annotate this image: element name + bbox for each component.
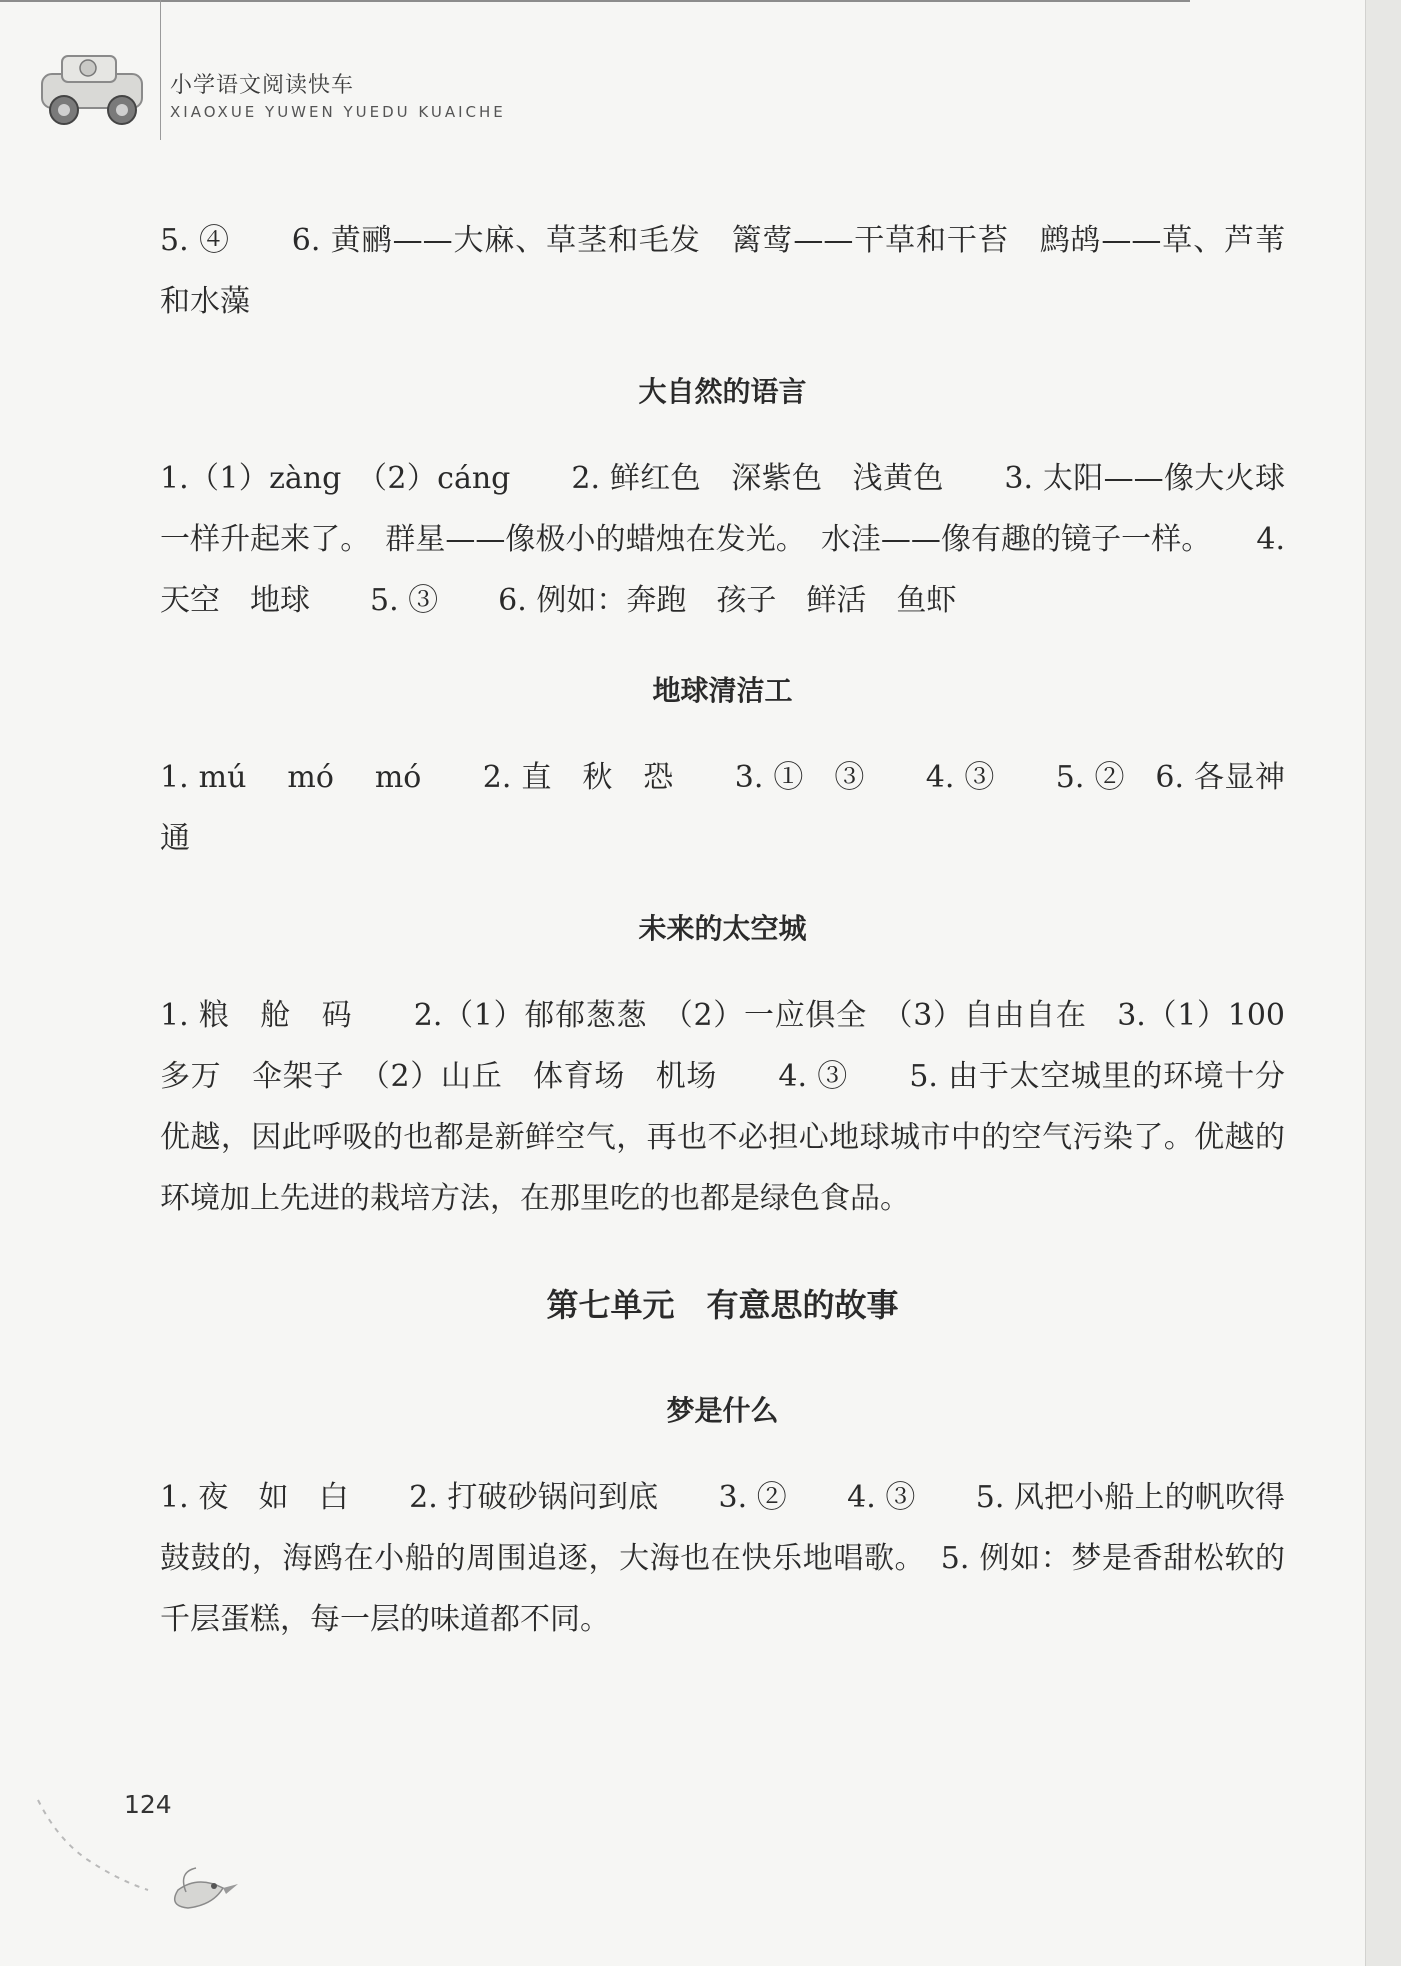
book-title-en: XIAOXUE YUWEN YUEDU KUAICHE <box>170 103 506 121</box>
section-heading: 大自然的语言 <box>638 375 807 408</box>
unit-heading: 第七单元 有意思的故事 <box>546 1286 899 1324</box>
answer-paragraph: 5. ④ 6. 黄鹂——大麻、草茎和毛发 篱莺——干草和干苔 鹧鸪——草、芦苇和水藻 <box>160 223 1285 319</box>
header-top-rule <box>0 0 1190 2</box>
page-number: 124 <box>124 1790 172 1819</box>
book-title-cn: 小学语文阅读快车 <box>170 73 355 98</box>
section-heading: 地球清洁工 <box>652 674 793 707</box>
answer-paragraph: 1. 粮 舱 码 2.（1）郁郁葱葱 （2）一应俱全 （3）自由自在 3.（1）100多万 伞架子 （2）山丘 体育场 机场 4. ③ 5. 由于太空城里的环境十分优越，因此呼吸的也都是新鲜空气，再也不必担心地球城市中的空气污染了。优越的环境加上先进的栽培方法，在那里吃的也都是绿色食品。 <box>160 998 1285 1216</box>
answer-paragraph: 1.（1）zàng （2）cáng 2. 鲜红色 深紫色 浅黄色 3. 太阳——像大火球一样升起来了。 群星——像极小的蜡烛在发光。 水洼——像有趣的镜子一样。 4. 天空 地球 5. ③ 6. 例如：奔跑 孩子 鲜活 鱼虾 <box>160 461 1295 618</box>
answer-content <box>160 210 1295 1650</box>
header-divider <box>160 0 161 140</box>
page-edge <box>1365 0 1401 1966</box>
section-heading: 未来的太空城 <box>638 912 807 945</box>
car-logo-icon <box>36 48 152 130</box>
section-heading: 梦是什么 <box>666 1394 779 1427</box>
answer-paragraph: 1. mú mó mó 2. 直 秋 恐 3. ① ③ 4. ③ 5. ② 6. 各显神通 <box>160 760 1285 856</box>
answer-paragraph: 1. 夜 如 白 2. 打破砂锅问到底 3. ② 4. ③ 5. 风把小船上的帆吹得鼓鼓的，海鸥在小船的周围追逐，大海也在快乐地唱歌。 5. 例如：梦是香甜松软的千层蛋糕，每一层的味道都不同。 <box>160 1480 1285 1637</box>
